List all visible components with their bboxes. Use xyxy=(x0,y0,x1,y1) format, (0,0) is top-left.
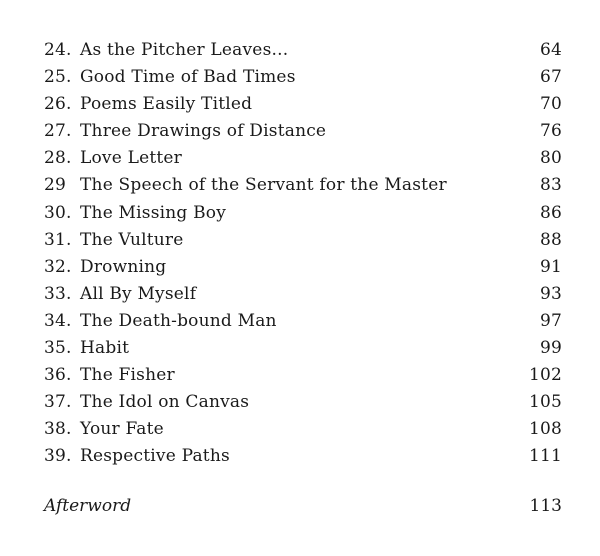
entry-number: 31. xyxy=(44,229,72,250)
entry-page: 64 xyxy=(539,40,562,60)
entry-page: 80 xyxy=(539,148,562,169)
toc-entry xyxy=(44,419,562,446)
afterword-page: 113 xyxy=(529,496,562,516)
entry-title: The Fisher xyxy=(80,365,175,386)
toc-entry xyxy=(44,148,562,175)
toc-entry xyxy=(44,203,562,230)
toc-entry xyxy=(44,121,562,148)
entry-title: The Missing Boy xyxy=(80,202,227,223)
entry-page: 70 xyxy=(539,94,562,115)
entry-page: 105 xyxy=(528,392,562,413)
toc-entry xyxy=(44,175,562,202)
entry-title: Poems Easily Titled xyxy=(80,94,253,115)
entry-page: 99 xyxy=(539,338,562,359)
entry-title: The Idol on Canvas xyxy=(80,392,250,413)
toc-entry xyxy=(44,94,562,121)
entry-page: 97 xyxy=(539,310,562,331)
entry-title: Habit xyxy=(80,338,130,359)
entry-number: 33. xyxy=(44,283,72,304)
entry-number: 24. xyxy=(44,40,72,60)
toc-entry xyxy=(44,392,562,419)
entry-number: 36. xyxy=(44,365,72,386)
entry-number: 37. xyxy=(44,392,72,413)
entry-number: 38. xyxy=(44,419,72,440)
entry-title: Your Fate xyxy=(80,419,164,440)
entry-number: 34. xyxy=(44,310,72,331)
toc-entry xyxy=(44,446,562,473)
entry-page: 91 xyxy=(539,256,562,277)
entry-page: 108 xyxy=(528,419,562,440)
entry-number: 26. xyxy=(44,94,72,115)
entry-title: As the Pitcher Leaves... xyxy=(80,40,289,60)
entry-title: The Death-bound Man xyxy=(80,310,277,331)
entry-title: Respective Paths xyxy=(80,446,230,467)
entry-page: 67 xyxy=(539,67,562,88)
entry-page: 111 xyxy=(528,446,562,467)
entry-page: 93 xyxy=(539,283,562,304)
entry-title: All By Myself xyxy=(80,283,197,304)
entry-number: 30. xyxy=(44,202,72,223)
entry-number: 35. xyxy=(44,338,72,359)
entry-number: 27. xyxy=(44,121,72,142)
toc-entry xyxy=(44,311,562,338)
entry-number: 29 xyxy=(44,175,67,196)
entry-title: The Vulture xyxy=(80,229,184,250)
entry-number: 39. xyxy=(44,446,72,467)
entry-title: The Speech of the Servant for the Master xyxy=(80,175,447,196)
entry-title: Good Time of Bad Times xyxy=(80,67,296,88)
entry-title: Three Drawings of Distance xyxy=(80,121,327,142)
toc-entry xyxy=(44,257,562,284)
entry-page: 83 xyxy=(539,175,562,196)
entry-number: 28. xyxy=(44,148,72,169)
toc-entry xyxy=(44,338,562,365)
entry-title: Love Letter xyxy=(80,148,182,169)
entry-page: 88 xyxy=(539,229,562,250)
entry-number: 32. xyxy=(44,256,72,277)
entry-number: 25. xyxy=(44,67,72,88)
afterword-title: Afterword xyxy=(44,496,132,516)
entry-title: Drowning xyxy=(80,256,167,277)
entry-page: 76 xyxy=(539,121,562,142)
toc-entry xyxy=(44,230,562,257)
table-of-contents xyxy=(44,40,562,474)
toc-entry xyxy=(44,365,562,392)
entry-page: 102 xyxy=(528,365,562,386)
toc-entry xyxy=(44,40,562,67)
toc-entry xyxy=(44,284,562,311)
toc-afterword xyxy=(44,496,562,516)
entry-page: 86 xyxy=(539,202,562,223)
toc-entry xyxy=(44,67,562,94)
